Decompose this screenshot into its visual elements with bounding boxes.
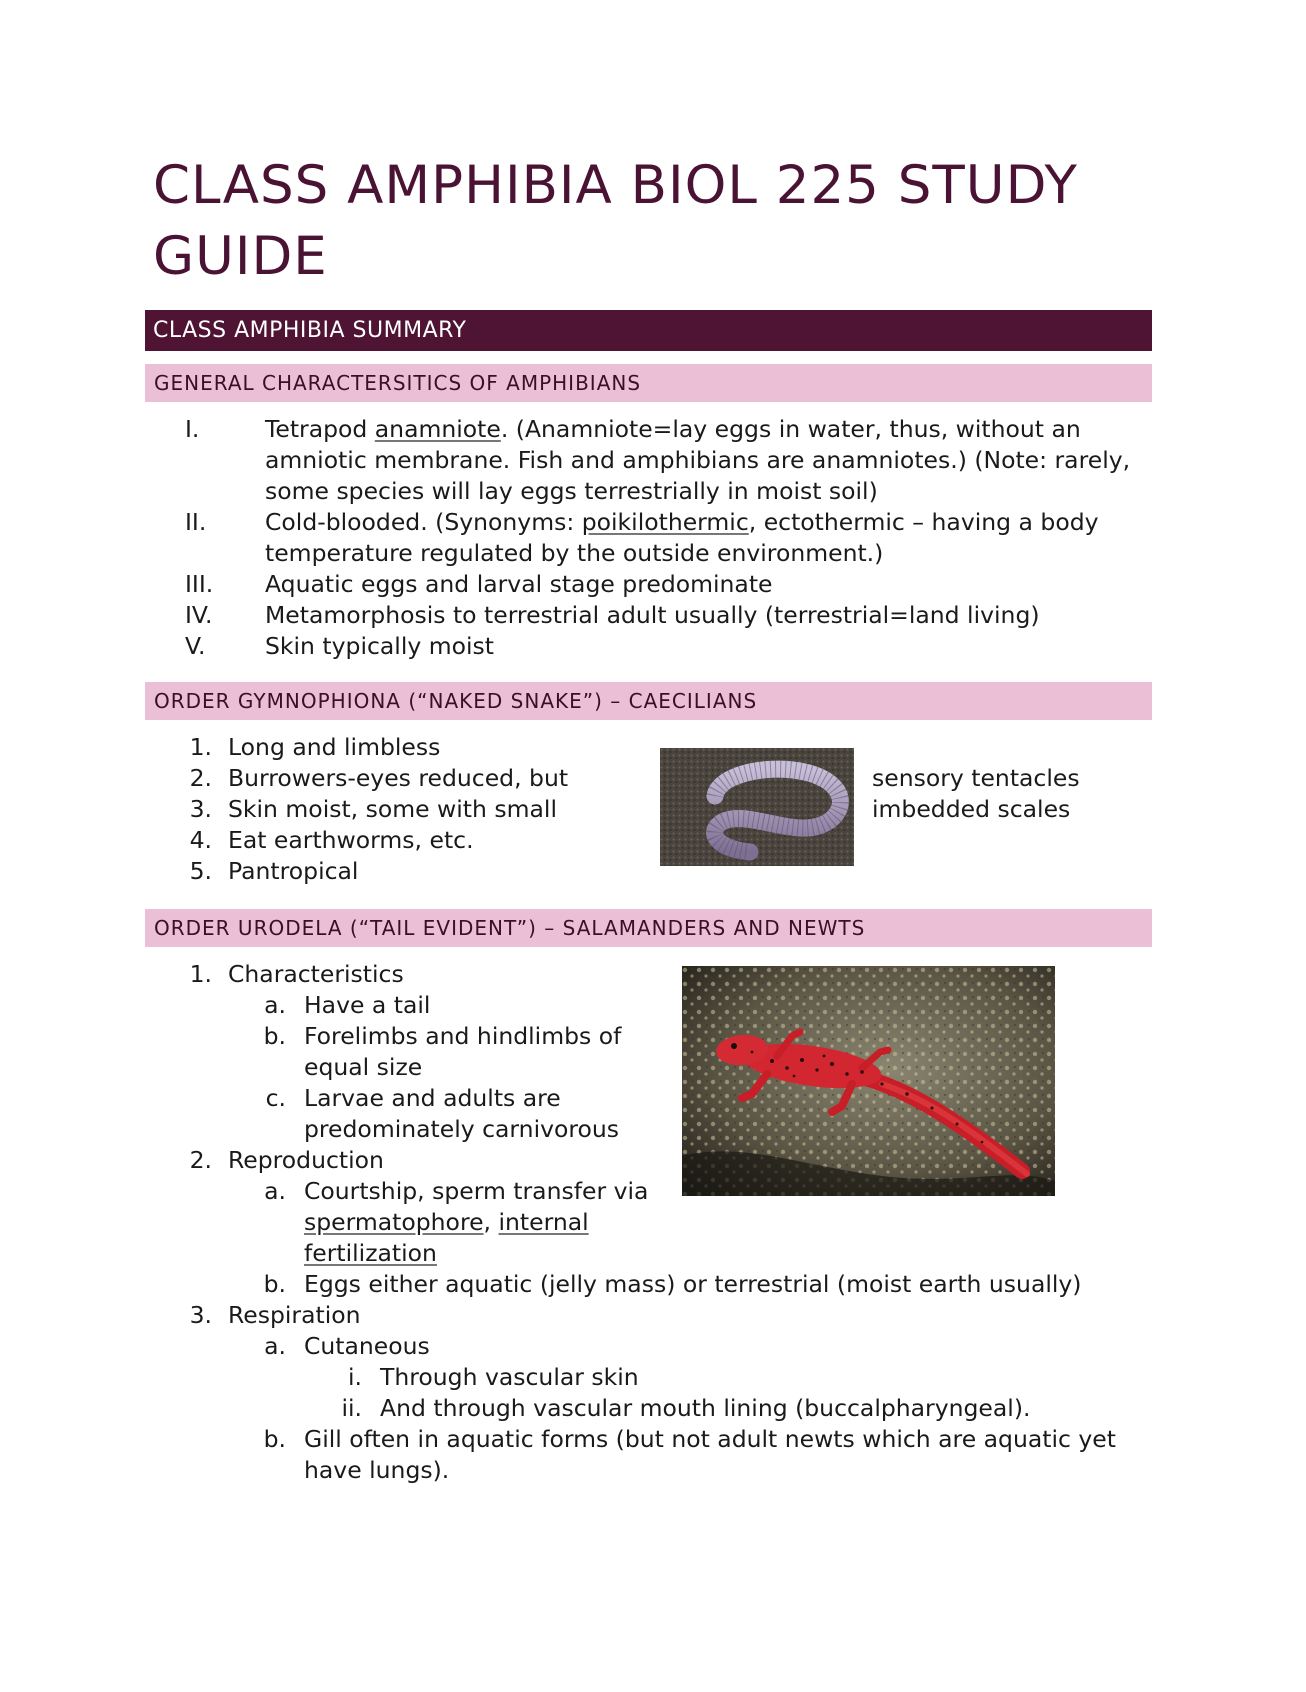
list-item-text: Characteristics (228, 960, 404, 988)
list-number: 2. (189, 764, 212, 792)
page-title: CLASS AMPHIBIA BIOL 225 STUDY GUIDE (153, 155, 1078, 287)
list-item-text: Skin moist, some with small (228, 795, 557, 823)
list-letter: a. (264, 991, 286, 1019)
list-number: V. (185, 632, 206, 660)
list-number: 1. (189, 960, 212, 988)
list-number: IV. (185, 601, 213, 629)
list-item-text: Eat earthworms, etc. (228, 826, 474, 854)
list-item-text: amniotic membrane. Fish and amphibians are anamniotes.) (Note: rarely, (265, 446, 1131, 474)
link-spermatophore[interactable]: spermatophore (304, 1208, 484, 1236)
list-number: 3. (189, 795, 212, 823)
list-item-text: Reproduction (228, 1146, 384, 1174)
list-item-text: And through vascular mouth lining (buccalpharyngeal). (380, 1394, 1031, 1422)
list-item-text: Tetrapod anamniote. (Anamniote=lay eggs in water, thus, without an (265, 415, 1081, 443)
list-letter: a. (264, 1332, 286, 1360)
list-number: II. (185, 508, 207, 536)
link-anamniote[interactable]: anamniote (374, 415, 501, 443)
list-item-text (304, 1238, 437, 1269)
general-heading: GENERAL CHARACTERSITICS OF AMPHIBIANS (145, 364, 1152, 402)
list-roman: i. (348, 1363, 362, 1391)
list-letter: a. (264, 1177, 286, 1205)
list-item-text: Pantropical (228, 857, 359, 885)
wrapped-text: imbedded scales (872, 795, 1071, 823)
link-fertilization[interactable]: fertilization (304, 1239, 437, 1267)
list-item-text: Burrowers-eyes reduced, but (228, 764, 569, 792)
list-item-text: Courtship, sperm transfer via (304, 1177, 649, 1205)
list-item-text: Cold-blooded. (Synonyms: poikilothermic, ectothermic – having a body (265, 508, 1099, 536)
list-item-text: some species will lay eggs terrestrially in moist soil) (265, 477, 878, 505)
wrapped-text: sensory tentacles (872, 764, 1080, 792)
list-number: 1. (189, 733, 212, 761)
list-item-text: have lungs). (304, 1456, 450, 1484)
list-roman: ii. (341, 1394, 362, 1422)
list-number: 3. (189, 1301, 212, 1329)
list-item-text: Metamorphosis to terrestrial adult usually (terrestrial=land living) (265, 601, 1040, 629)
caecilian-photo (660, 748, 854, 866)
summary-heading: CLASS AMPHIBIA SUMMARY (145, 310, 1152, 351)
list-item-text: spermatophore, internal (304, 1208, 589, 1236)
list-item-text: Eggs either aquatic (jelly mass) or terrestrial (moist earth usually) (304, 1270, 1082, 1298)
link-poikilothermic[interactable]: poikilothermic (581, 508, 749, 536)
list-item-text: equal size (304, 1053, 423, 1081)
gymnophiona-heading: ORDER GYMNOPHIONA (“NAKED SNAKE”) – CAECILIANS (145, 682, 1152, 720)
list-item-text: Skin typically moist (265, 632, 494, 660)
list-number: I. (185, 415, 200, 443)
list-item-text: temperature regulated by the outside environment.) (265, 539, 884, 567)
list-item-text: Have a tail (304, 991, 431, 1019)
list-item-text: Forelimbs and hindlimbs of (304, 1022, 622, 1050)
list-item-text: Aquatic eggs and larval stage predominate (265, 570, 773, 598)
salamander-photo (682, 966, 1055, 1196)
list-item-text: Respiration (228, 1301, 361, 1329)
list-number: 2. (189, 1146, 212, 1174)
link-internal[interactable]: internal (498, 1208, 589, 1236)
list-letter: b. (263, 1022, 286, 1050)
list-item-text: Cutaneous (304, 1332, 430, 1360)
list-number: 4. (189, 826, 212, 854)
list-number: III. (185, 570, 214, 598)
urodela-heading: ORDER URODELA (“TAIL EVIDENT”) – SALAMANDERS AND NEWTS (145, 909, 1152, 947)
list-letter: b. (263, 1425, 286, 1453)
list-item-text: Long and limbless (228, 733, 441, 761)
list-letter: b. (263, 1270, 286, 1298)
list-item-text: Through vascular skin (380, 1363, 639, 1391)
list-item-text: Larvae and adults are (304, 1084, 561, 1112)
list-letter: c. (265, 1084, 286, 1112)
list-item-text: Gill often in aquatic forms (but not adult newts which are aquatic yet (304, 1425, 1116, 1453)
list-number: 5. (189, 857, 212, 885)
list-item-text: predominately carnivorous (304, 1115, 620, 1143)
